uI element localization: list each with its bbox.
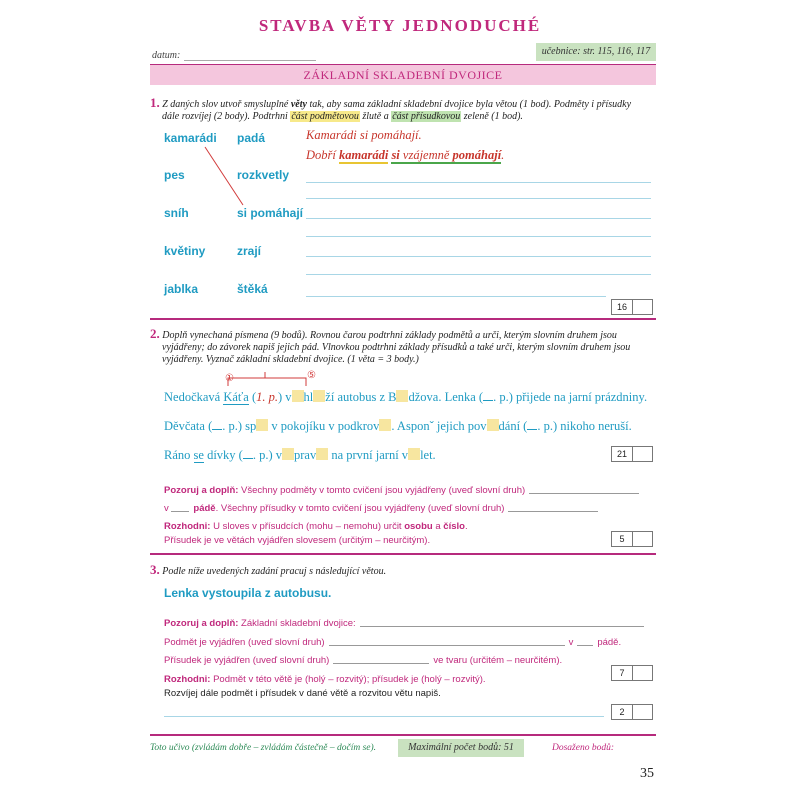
task3-instructions [150,564,660,578]
example-sentence-2 [306,148,504,163]
sentence-text: Ráno [164,448,194,462]
task1-number: 1. [150,95,160,110]
task1-text: dále rozvíjej (2 body). Podtrhni [162,111,291,122]
task3-line-3 [164,650,562,668]
sentence-text: ( [248,390,257,404]
points-max: 21 [612,447,633,461]
sentence-line-3 [164,448,436,463]
sentence-text: . Asponˇ jejich pov [391,419,487,433]
observe-label: Pozoruj a doplň: [164,618,239,629]
points-max: 16 [612,300,633,314]
textbook-reference: učebnice: str. 115, 116, 117 [536,43,656,61]
predicate-part-highlight: část přísudkovou [392,111,461,122]
sentence-text: na první jarní v [328,448,409,462]
letter-gap[interactable] [396,390,408,402]
observe-text: . Všechny přísudky v tomto cvičení jsou vyjádřeny (uveď slovní druh) [215,503,505,514]
sentence-text: autobus z B [334,390,397,404]
sentence-text: hl [303,390,314,404]
writing-line[interactable] [306,296,606,297]
marker-1: ① [225,373,234,384]
sentence-text: . p.) sp [222,419,257,433]
observe-label: Pozoruj a doplň: [164,485,239,496]
points-max: 7 [612,666,633,680]
decide-text: číslo [443,521,465,532]
writing-line[interactable] [306,198,651,199]
letter-gap[interactable] [379,419,391,431]
word-predicate: zrají [237,244,262,258]
points-box[interactable] [611,665,653,681]
example-sentence-1: Kamarádi si pomáhají. [306,128,422,142]
decide-label: Rozhodni: [164,521,211,532]
letter-gap[interactable] [487,419,499,431]
observe-text: v [164,503,172,514]
task2-instructions [150,328,660,366]
sentence-text: . p.) v [252,448,282,462]
letter-gap[interactable] [313,390,325,402]
points-earned[interactable] [612,461,632,475]
task3-extend: Rozvíjej dále podmět i přísudek v dané větě a rozvitou větu napiš. [164,688,441,699]
task1-text: tak, aby sama základní skladební dvojice byla větou (1 bod). Podměty i přísudky [306,99,632,110]
footer-max-points: Maximální počet bodů: 51 [398,739,524,757]
writing-line[interactable] [306,218,651,219]
example-subject: kamarádi [339,148,389,162]
task3-text: Přísudek je vyjádřen (uveď slovní druh) [164,655,330,666]
observe-line-2 [164,498,598,516]
task3-text: Podmět je vyjádřen (uveď slovní druh) [164,637,325,648]
sentence-text: džova. Lenka ( [408,390,484,404]
sentence-text: dívky ( [203,448,243,462]
example-predicate: pomáhají [452,148,502,162]
sentence-text: v pokojíku v podkrov [268,419,380,433]
points-earned[interactable] [612,680,632,694]
sentence-text: let. [420,448,436,462]
writing-line[interactable] [306,256,651,257]
letter-gap[interactable] [282,448,294,460]
example-text: . [501,148,505,162]
task3-line-2 [164,632,621,650]
word-subject: sníh [164,206,189,220]
marker-5: ⑤ [307,370,316,381]
task3-text: Podle níže uvedených zadání pracuj s následující větou. [162,566,387,577]
decide-text: a [432,521,444,532]
letter-gap[interactable] [408,448,420,460]
task2-text: Doplň vynechaná písmena (9 bodů). Rovnou čarou podtrhni základy podmětů a urči, kterým slovním druhem jsou [162,330,617,341]
page-number: 35 [640,766,654,781]
decide-text: U sloves v přísudcích (mohu – nemohu) určit [210,521,405,532]
observe-text: pádě [193,503,216,514]
points-max: 5 [612,532,633,546]
task3-text: v [568,637,574,648]
sentence-text: . p.) přijede na jarní prázdniny. [493,390,648,404]
writing-line[interactable] [306,274,651,275]
task1-text: žlutě a [359,111,392,122]
answer-line[interactable] [508,511,598,512]
divider [150,553,656,555]
answer-line[interactable] [171,511,189,512]
letter-gap[interactable] [256,419,268,431]
word-predicate: štěká [237,282,268,296]
word-predicate: padá [237,131,266,145]
answer-line[interactable] [333,663,429,664]
points-box[interactable] [611,299,653,315]
section-title: ZÁKLADNÍ SKLADEBNÍ DVOJICE [150,65,656,85]
task1-text-bold: věty [290,99,307,110]
sentence-text: se [193,448,204,462]
word-subject: jablka [164,282,199,296]
sentence-text: prav [294,448,317,462]
sentence-line-1 [164,390,647,405]
sentence-text: ) v [278,390,292,404]
answer-line[interactable] [529,493,639,494]
case-blank[interactable] [243,458,253,459]
example-predicate: vzájemně [399,148,453,162]
word-subject: pes [164,168,185,182]
sentence-subject: Káťa [223,390,249,404]
sentence-text: dání ( [498,419,528,433]
example-text: Dobří [306,148,339,162]
points-earned[interactable] [612,719,632,733]
letter-gap[interactable] [292,390,304,402]
observe-text: Všechny podměty v tomto cvičení jsou vyjádřeny (uveď slovní druh) [238,485,526,496]
task2-text: vyjádřeny; do závorek napiš jejich pád. Vlnovkou podtrhni základy přísudků a také urči, kterým slovním druhem jsou [162,342,631,353]
predicate-statement: Přísudek je ve větách vyjádřen slovesem (určitým – neurčitým). [164,535,431,546]
footer-achieved-points: Dosaženo bodů: [552,743,615,753]
sentence-text: Děvčata ( [164,419,213,433]
decide-label: Rozhodni: [164,674,211,685]
task3-text: ve tvaru (určitém – neurčitém). [433,655,563,666]
decide-line [164,516,468,534]
task3-sentence: Lenka vystoupila z autobusu. [164,586,332,600]
task2-number: 2. [150,326,160,341]
task3-line-4 [164,669,486,687]
divider [150,318,656,320]
case-blank[interactable] [212,429,222,430]
writing-line[interactable] [306,236,651,237]
case-blank[interactable] [483,400,493,401]
word-predicate: si pomáhají [237,206,304,220]
task3-number: 3. [150,562,160,577]
sentence-text: Nedočkavá [164,390,224,404]
page-title: STAVBA VĚTY JEDNODUCHÉ [258,16,542,35]
decide-text: osobu [404,521,433,532]
observe-text: Základní skladební dvojice: [238,618,356,629]
letter-gap[interactable] [316,448,328,460]
footer-self-assessment: Toto učivo (zvládám dobře – zvládám částečně – dočím se). [150,743,377,753]
word-subject: kamarádi [164,131,217,145]
datum-label: datum: [152,50,181,61]
example-predicate: si [391,148,400,162]
sentence-text: . p.) nikoho neruší. [537,419,632,433]
writing-line[interactable] [306,182,651,183]
answer-line[interactable] [577,645,593,646]
points-max: 2 [612,705,633,719]
task3-text: pádě. [597,637,622,648]
points-box[interactable] [611,531,653,547]
case-answer: 1. p. [256,390,278,404]
divider [150,734,656,736]
decide-text: . [464,521,468,532]
task2-text: vyjádřeny. Vyznač základní skladební dvojice. (1 věta = 3 body.) [162,354,419,365]
answer-line[interactable] [360,626,644,627]
decide-text: Podmět v této větě je (holý – rozvitý); přísudek je (holý – rozvitý). [210,674,486,685]
task3-line-1 [164,613,644,631]
writing-line[interactable] [164,716,604,717]
sentence-line-2 [164,419,632,434]
subject-part-highlight: část podmětovou [291,111,359,122]
sentence-text: ží [325,390,335,404]
task1-text: zeleně (1 bod). [461,111,523,122]
word-predicate: rozkvetly [237,168,290,182]
points-box[interactable] [611,704,653,720]
task1-text: Z daných slov utvoř smysluplné [162,99,291,110]
observe-line-1 [164,480,639,498]
answer-line[interactable] [329,645,565,646]
points-box[interactable] [611,446,653,462]
word-subject: květiny [164,244,206,258]
points-earned[interactable] [612,314,632,328]
case-blank[interactable] [527,429,537,430]
